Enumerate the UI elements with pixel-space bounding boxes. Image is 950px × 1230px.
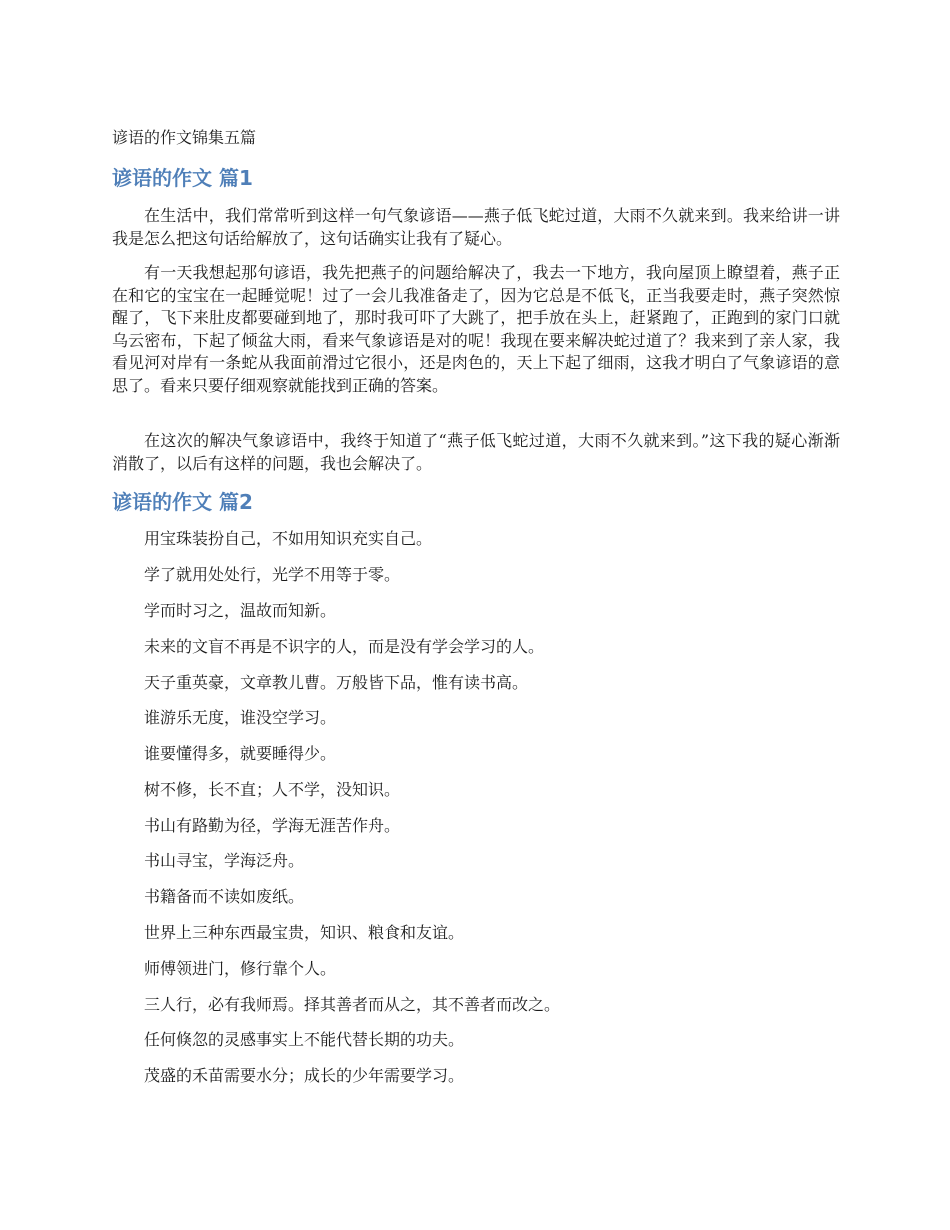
list-item: 世界上三种东西最宝贵，知识、粮食和友谊。 xyxy=(144,923,465,942)
list-item: 师傅领进门，修行靠个人。 xyxy=(144,959,337,978)
list-item: 书山寻宝，学海泛舟。 xyxy=(144,851,305,870)
list-item: 学而时习之，温故而知新。 xyxy=(144,601,337,620)
list-item: 学了就用处处行，光学不用等于零。 xyxy=(144,565,401,584)
list-item: 书籍备而不读如废纸。 xyxy=(144,887,305,906)
list-item: 任何倏忽的灵感事实上不能代替长期的功夫。 xyxy=(144,1030,465,1049)
paragraph-1-2: 有一天我想起那句谚语，我先把燕子的问题给解决了，我去一下地方，我向屋顶上瞭望着，燕子正在和它的宝宝在一起睡觉呢！过了一会儿我准备走了，因为它总是不低飞，正当我要走时，燕子突然惊醒了，飞下来肚皮都要碰到地了，那时我可吓了大跳了，把手放在头上，赶紧跑了，正跑到的家门口就乌云密布，下起了倾盆大雨，看来气象谚语是对的呢！我现在要来解决蛇过道了？我来到了亲人家，我看见河对岸有一条蛇从我面前滑过它很小，还是肉色的，天上下起了细雨，这我才明白了气象谚语的意思了。看来只要仔细观察就能找到正确的答案。 xyxy=(112,263,840,395)
document-title: 谚语的作文锦集五篇 xyxy=(112,128,257,147)
list-item: 天子重英豪，文章教儿曹。万般皆下品，惟有读书高。 xyxy=(144,673,529,692)
list-item: 树不修，长不直；人不学，没知识。 xyxy=(144,780,401,799)
paragraph-1-3: 在这次的解决气象谚语中，我终于知道了“燕子低飞蛇过道，大雨不久就来到。”这下我的疑心渐渐消散了，以后有这样的问题，我也会解决了。 xyxy=(112,431,840,473)
paragraph-1-1: 在生活中，我们常常听到这样一句气象谚语——燕子低飞蛇过道，大雨不久就来到。我来给讲一讲我是怎么把这句话给解放了，这句话确实让我有了疑心。 xyxy=(112,206,840,248)
section-heading-1: 谚语的作文 篇1 xyxy=(112,166,253,190)
list-item: 未来的文盲不再是不识字的人，而是没有学会学习的人。 xyxy=(144,637,545,656)
list-item: 谁游乐无度，谁没空学习。 xyxy=(144,708,337,727)
list-item: 用宝珠装扮自己，不如用知识充实自己。 xyxy=(144,529,433,548)
list-item: 三人行，必有我师焉。择其善者而从之，其不善者而改之。 xyxy=(144,995,561,1014)
section-heading-2: 谚语的作文 篇2 xyxy=(112,490,253,514)
list-item: 谁要懂得多，就要睡得少。 xyxy=(144,744,337,763)
list-item: 茂盛的禾苗需要水分；成长的少年需要学习。 xyxy=(144,1066,465,1085)
list-item: 书山有路勤为径，学海无涯苦作舟。 xyxy=(144,816,401,835)
